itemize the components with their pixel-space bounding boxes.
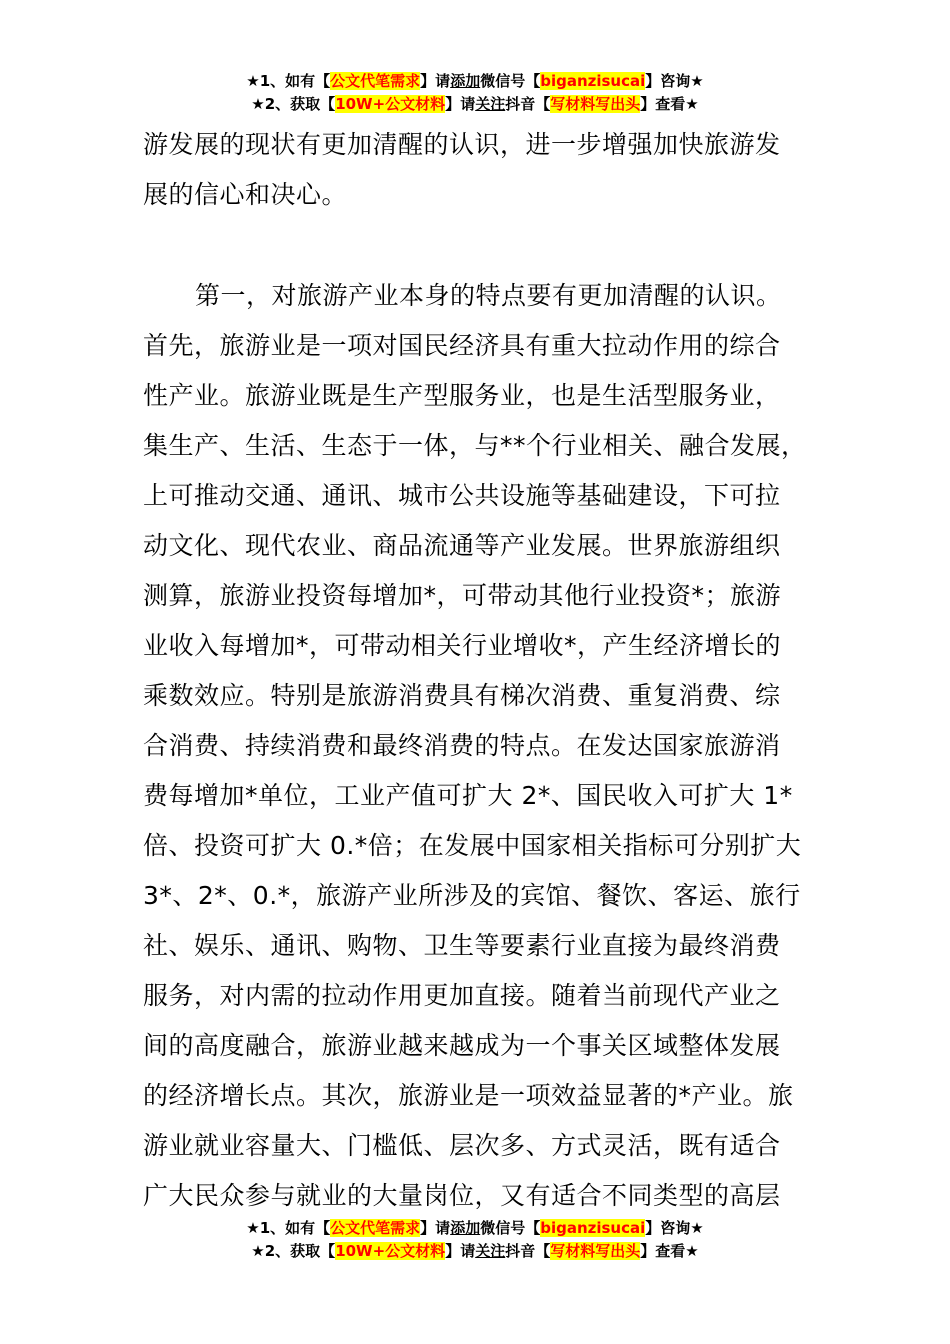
paragraph-heading-line: 第一，对旅游产业本身的特点要有更加清醒的认识。 [195, 281, 782, 310]
material-highlight: 10W+公文材料 [335, 95, 446, 113]
banner-line-2 [0, 93, 950, 116]
add-emphasis: 添加 [450, 1219, 481, 1237]
paragraph-line: 动文化、现代农业、商品流通等产业发展。世界旅游组织 [143, 531, 781, 560]
paragraph-line: 间的高度融合，旅游业越来越成为一个事关区域整体发展 [143, 1031, 781, 1060]
banner-text: 】请 [445, 1242, 476, 1260]
service-highlight: 公文代笔需求 [330, 72, 421, 90]
paragraph-line: 首先，旅游业是一项对国民经济具有重大拉动作用的综合 [143, 331, 781, 360]
douyin-highlight: 写材料写出头 [550, 1242, 641, 1260]
banner-text: 】请 [420, 72, 451, 90]
paragraph-line: 合消费、持续消费和最终消费的特点。在发达国家旅游消 [143, 731, 781, 760]
banner-text: 抖音【 [505, 1242, 551, 1260]
banner-line-1 [0, 1217, 950, 1240]
paragraph-line: 业收入每增加*，可带动相关行业增收*，产生经济增长的 [143, 631, 782, 660]
paragraph-line: 乘数效应。特别是旅游消费具有梯次消费、重复消费、综 [143, 681, 781, 710]
footer-banner [0, 1217, 950, 1263]
follow-emphasis: 关注 [475, 95, 506, 113]
banner-line-1 [0, 70, 950, 93]
paragraph-line: 倍、投资可扩大 0.*倍；在发展中国家相关指标可分别扩大 [143, 831, 802, 860]
paragraph-line: 测算，旅游业投资每增加*，可带动其他行业投资*；旅游 [143, 581, 782, 610]
paragraph-line: 广大民众参与就业的大量岗位，又有适合不同类型的高层 [143, 1181, 781, 1210]
document-body [143, 120, 833, 1221]
paragraph-line: 的经济增长点。其次，旅游业是一项效益显著的*产业。旅 [143, 1081, 794, 1110]
banner-text: 抖音【 [505, 95, 551, 113]
banner-text: 】咨询★ [645, 72, 704, 90]
paragraph-line: 展的信心和决心。 [143, 180, 348, 209]
banner-text: 】查看★ [640, 1242, 699, 1260]
banner-text: ★1、如有【 [246, 72, 331, 90]
paragraph-line: 3*、2*、0.*，旅游产业所涉及的宾馆、餐饮、客运、旅行 [143, 881, 801, 910]
douyin-highlight: 写材料写出头 [550, 95, 641, 113]
paragraph-line: 性产业。旅游业既是生产型服务业，也是生活型服务业， [143, 381, 781, 410]
wechat-id-highlight: biganzisucai [540, 72, 646, 90]
paragraph-line: 服务，对内需的拉动作用更加直接。随着当前现代产业之 [143, 981, 781, 1010]
banner-text: 】请 [420, 1219, 451, 1237]
banner-text: 】请 [445, 95, 476, 113]
wechat-id-highlight: biganzisucai [540, 1219, 646, 1237]
paragraph-line: 游发展的现状有更加清醒的认识，进一步增强加快旅游发 [143, 130, 781, 159]
paragraph-line: 费每增加*单位，工业产值可扩大 2*、国民收入可扩大 1* [143, 781, 793, 810]
add-emphasis: 添加 [450, 72, 481, 90]
banner-text: ★1、如有【 [246, 1219, 331, 1237]
paragraph-gap [143, 220, 833, 271]
banner-text: 】查看★ [640, 95, 699, 113]
banner-text: 微信号【 [480, 1219, 541, 1237]
paragraph-line: 集生产、生活、生态于一体，与**个行业相关、融合发展， [143, 431, 807, 460]
paragraph-line: 游业就业容量大、门槛低、层次多、方式灵活，既有适合 [143, 1131, 781, 1160]
banner-text: ★2、获取【 [251, 1242, 336, 1260]
paragraph-line: 上可推动交通、通讯、城市公共设施等基础建设，下可拉 [143, 481, 781, 510]
banner-line-2 [0, 1240, 950, 1263]
banner-text: 】咨询★ [645, 1219, 704, 1237]
banner-text: ★2、获取【 [251, 95, 336, 113]
service-highlight: 公文代笔需求 [330, 1219, 421, 1237]
header-banner [0, 70, 950, 116]
material-highlight: 10W+公文材料 [335, 1242, 446, 1260]
paragraph-line: 社、娱乐、通讯、购物、卫生等要素行业直接为最终消费 [143, 931, 781, 960]
banner-text: 微信号【 [480, 72, 541, 90]
follow-emphasis: 关注 [475, 1242, 506, 1260]
